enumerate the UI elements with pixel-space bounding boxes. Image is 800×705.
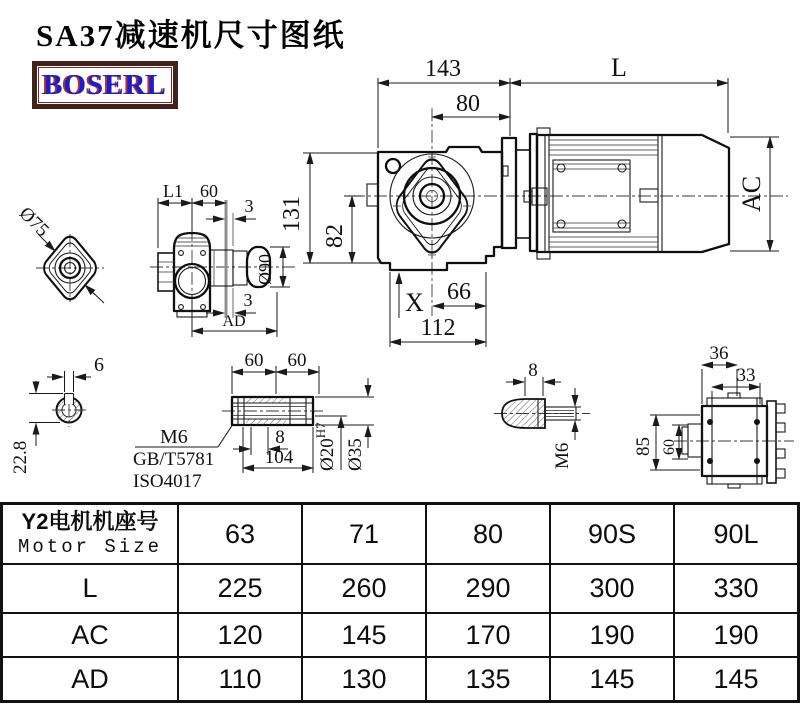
dim-104: 104	[264, 447, 294, 468]
row-label-AC: AC	[3, 614, 179, 658]
dim-AC: AC	[737, 175, 766, 212]
dim-60-top: 60	[200, 181, 218, 201]
dim-60-output: 60	[661, 439, 678, 455]
value-L-90S: 300	[551, 565, 675, 614]
brand-logo-text: BOSERL	[43, 68, 167, 101]
col-header-71: 71	[303, 505, 427, 565]
dim-dia20: $Ø20^{H7}$	[313, 422, 338, 471]
dim-80: 80	[456, 91, 480, 117]
col-header-80: 80	[427, 505, 551, 565]
row-label-L: L	[3, 565, 179, 614]
dim-112: 112	[420, 315, 456, 341]
gearbox-top-view	[150, 181, 296, 337]
value-AD-90S: 145	[551, 658, 675, 700]
page-title: SA37减速机尺寸图纸	[36, 18, 346, 53]
dim-8: 8	[275, 427, 285, 448]
value-AC-63: 120	[179, 614, 303, 658]
col-header-90S: 90S	[551, 505, 675, 565]
main-view	[279, 53, 788, 347]
dim-L1: L1	[163, 181, 183, 201]
value-AD-63: 110	[179, 658, 303, 700]
value-L-63: 225	[179, 565, 303, 614]
dim-60-right: 60	[287, 350, 307, 371]
dim-X: X	[405, 288, 424, 317]
dim-22-8: 22.8	[10, 440, 31, 474]
shaft-key-section-view	[10, 354, 104, 474]
oil-plug-hole	[386, 159, 400, 173]
dim-33: 33	[736, 365, 756, 386]
dim-82: 82	[322, 224, 348, 248]
dimension-table	[0, 502, 800, 703]
dim-M6-bolt: M6	[552, 442, 573, 469]
dim-AD: AD	[222, 313, 246, 330]
col-header-90L: 90L	[675, 505, 797, 565]
dim-dia35: Ø35	[345, 438, 366, 471]
value-AD-90L: 145	[675, 658, 797, 700]
col-header-63: 63	[179, 505, 303, 565]
bolt-detail-view	[494, 360, 590, 469]
row-label-AD: AD	[3, 658, 179, 700]
value-AD-71: 130	[303, 658, 427, 700]
dim-36: 36	[709, 343, 729, 364]
dim-60-left: 60	[244, 350, 264, 371]
dim-3-lower: 3	[243, 290, 253, 310]
value-AD-80: 135	[427, 658, 551, 700]
output-side-view	[633, 343, 794, 488]
motor-size-header-cn: Y2电机机座号	[21, 509, 159, 534]
value-AC-71: 145	[303, 614, 427, 658]
dim-dia90: Ø90	[255, 254, 275, 285]
dim-131: 131	[279, 196, 305, 232]
motor-size-header-en: Motor Size	[17, 536, 163, 558]
hollow-shaft-view	[133, 350, 374, 492]
value-L-71: 260	[303, 565, 427, 614]
value-L-90L: 330	[675, 565, 797, 614]
value-AC-90L: 190	[675, 614, 797, 658]
value-L-80: 290	[427, 565, 551, 614]
dim-3-upper: 3	[244, 196, 254, 216]
label-gb-t5781: GB/T5781	[133, 449, 215, 470]
input-flange-view	[15, 203, 104, 303]
dim-dia75: Ø75	[14, 203, 53, 242]
label-m6: M6	[160, 426, 188, 448]
dim-6: 6	[94, 354, 104, 376]
value-AC-80: 170	[427, 614, 551, 658]
motor-size-header-cell	[3, 505, 179, 565]
label-iso4017: ISO4017	[133, 471, 202, 492]
dim-66: 66	[447, 279, 471, 305]
dim-85: 85	[633, 437, 654, 456]
dim-8-bolt: 8	[528, 360, 538, 381]
dim-143: 143	[425, 56, 461, 82]
dim-L: L	[611, 53, 627, 82]
value-AC-90S: 190	[551, 614, 675, 658]
